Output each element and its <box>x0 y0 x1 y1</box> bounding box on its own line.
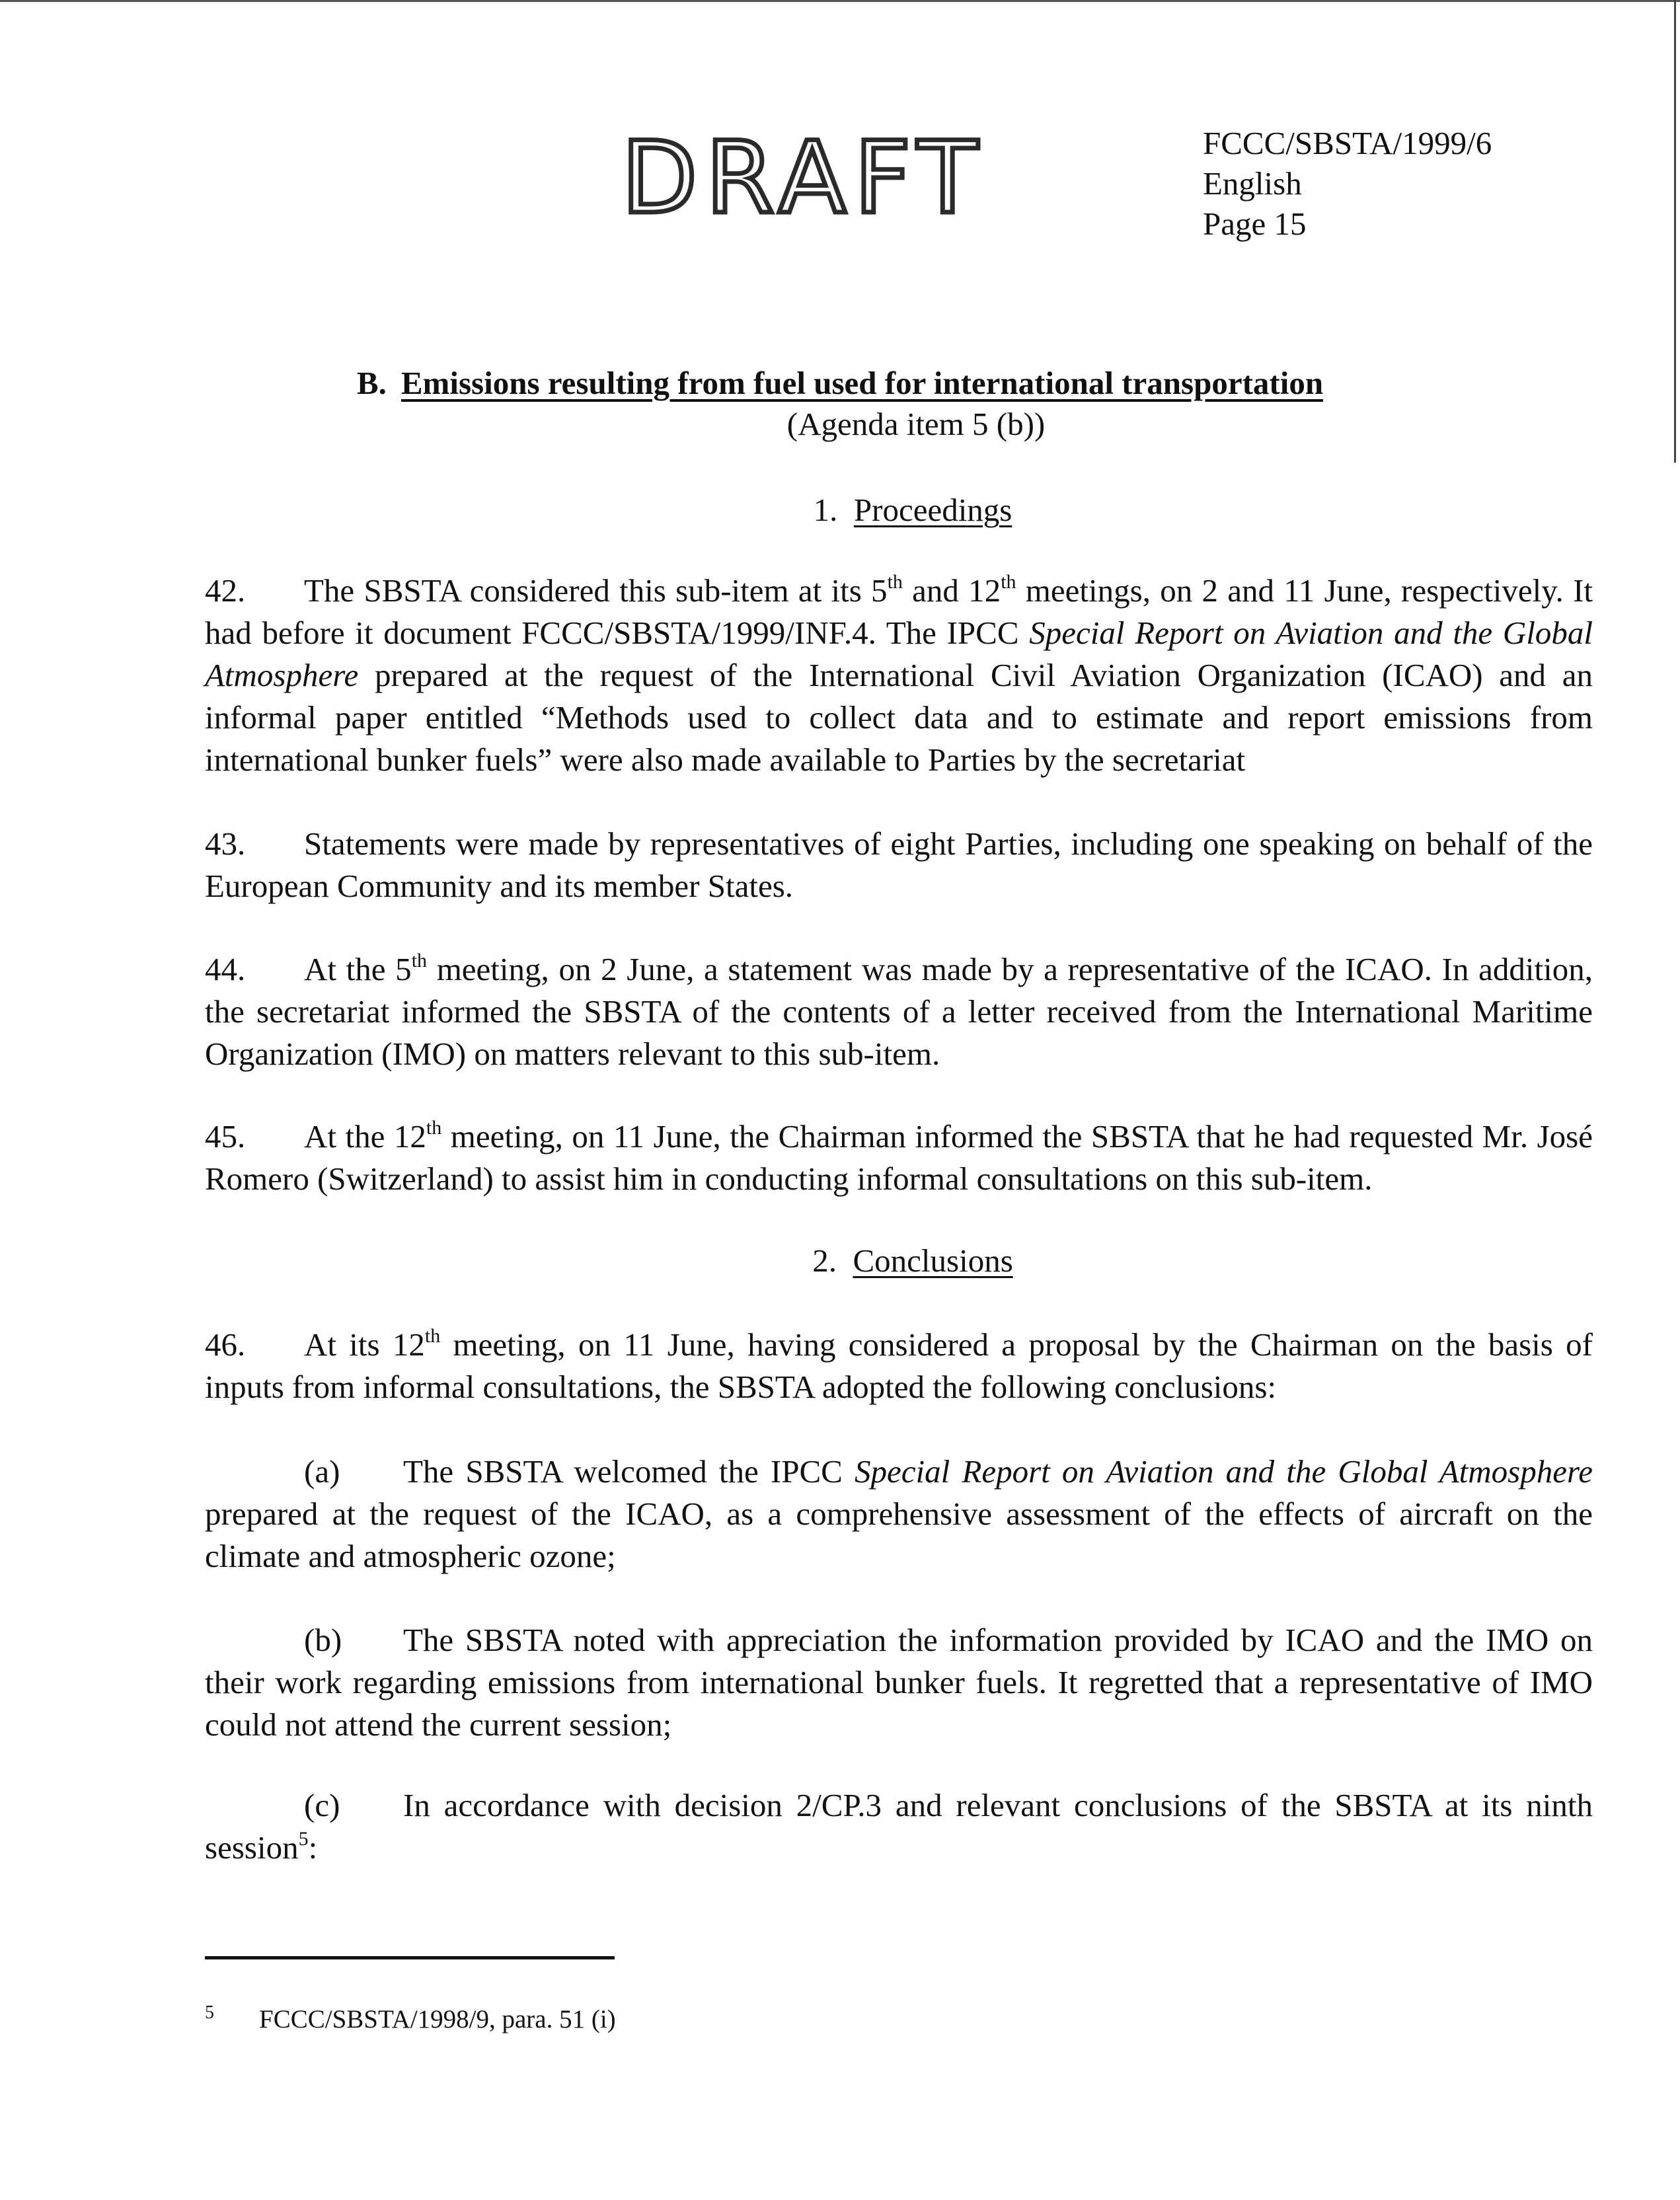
footnote-divider <box>205 1956 615 1959</box>
document-symbol: FCCC/SBSTA/1999/6 <box>1203 125 1492 161</box>
subparagraph-b <box>205 1619 1593 1746</box>
subparagraph-text: In accordance with decision 2/CP.3 and relevant conclusions of the SBSTA at its ninth session <box>205 1787 1593 1866</box>
subparagraph-label: (b) <box>304 1622 342 1658</box>
paragraph-text: The SBSTA considered this sub-item at its 5 <box>304 572 888 609</box>
section-heading <box>0 362 1680 404</box>
section-title: Emissions resulting from fuel used for international transportation <box>401 365 1324 401</box>
paragraph-text: meetings, on 2 and 11 June, respectively. It had before it document FCCC/SBSTA/1999/INF.4. The IPCC <box>205 572 1593 651</box>
paragraph-number: 45. <box>205 1118 246 1155</box>
paragraph-text: meeting, on 11 June, having considered a proposal by the Chairman on the basis of inputs from informal consultations, the SBSTA adopted the following conclusions: <box>205 1326 1593 1405</box>
superscript: th <box>1001 571 1016 593</box>
paragraph-text: At its 12 <box>304 1326 425 1363</box>
superscript: th <box>426 1117 442 1139</box>
subheading-text: Proceedings <box>853 492 1012 528</box>
footnote-reference[interactable]: 5 <box>298 1828 309 1850</box>
paragraph-text: At the 12 <box>304 1118 426 1155</box>
subparagraph-a <box>205 1451 1593 1577</box>
agenda-reference: (Agenda item 5 (b)) <box>786 406 1046 442</box>
section-letter: B. <box>356 365 387 401</box>
paragraph-text: prepared at the request of the International Civil Aviation Organization (ICAO) and an informal paper entitled “Methods used to collect data and to estimate and report emissions from international bunker fuels” were also made available to Parties by the secretariat <box>205 657 1593 778</box>
paragraph-number: 46. <box>205 1326 246 1363</box>
page-number: Page 15 <box>1203 206 1307 242</box>
draft-stamp: DRAFT <box>621 121 986 236</box>
paragraph-46 <box>205 1324 1593 1408</box>
subheading-conclusions <box>0 1240 1680 1282</box>
paragraph-number: 43. <box>205 825 246 862</box>
footnote-text: FCCC/SBSTA/1998/9, para. 51 (i) <box>259 2005 616 2033</box>
paragraph-number: 42. <box>205 572 246 609</box>
report-title: Special Report on Aviation and the Global Atmosphere <box>855 1453 1593 1490</box>
paragraph-44 <box>205 948 1593 1075</box>
paragraph-number: 44. <box>205 951 246 987</box>
paragraph-42 <box>205 570 1593 781</box>
superscript: th <box>887 571 903 593</box>
paragraph-45 <box>205 1116 1593 1200</box>
document-reference <box>1203 123 1492 244</box>
paragraph-text: meeting, on 2 June, a statement was made by a representative of the ICAO. In addition, the secretariat informed the SBSTA of the contents of a letter received from the International Maritime Organization (IMO) on matters relevant to this sub-item. <box>205 951 1593 1072</box>
subparagraph-label: (a) <box>304 1453 340 1490</box>
subparagraph-text: : <box>308 1829 318 1866</box>
paragraph-text: meeting, on 11 June, the Chairman informed the SBSTA that he had requested Mr. José Romero (Switzerland) to assist him in conducting informal consultations on this sub-item. <box>205 1118 1593 1197</box>
subparagraph-label: (c) <box>304 1787 340 1823</box>
scan-top-edge <box>0 0 1680 2</box>
paragraph-text: Statements were made by representatives of eight Parties, including one speaking on behalf of the European Community and its member States. <box>205 825 1593 904</box>
paragraph-text: and 12 <box>902 572 1001 609</box>
document-language: English <box>1203 165 1302 202</box>
superscript: th <box>411 950 428 971</box>
subheading-text: Conclusions <box>853 1242 1013 1279</box>
subheading-number: 1. <box>813 492 838 528</box>
subparagraph-text: The SBSTA noted with appreciation the information provided by ICAO and the IMO on their work regarding emissions from international bunker fuels. It regretted that a representative of IMO could not attend the current session; <box>205 1622 1593 1743</box>
subheading-proceedings <box>0 489 1680 531</box>
report-title: Special Report on Aviation and the Global Atmosphere <box>205 615 1593 693</box>
subparagraph-c <box>205 1784 1593 1869</box>
superscript: th <box>424 1325 441 1347</box>
subheading-number: 2. <box>812 1242 837 1279</box>
subparagraph-text: The SBSTA welcomed the IPCC <box>403 1453 855 1490</box>
paragraph-text: At the 5 <box>304 951 412 987</box>
paragraph-43 <box>205 823 1593 907</box>
subparagraph-text: prepared at the request of the ICAO, as a comprehensive assessment of the effects of aircraft on the climate and atmospheric ozone; <box>205 1496 1593 1574</box>
footnote: 5 FCCC/SBSTA/1998/9, para. 51 (i) <box>205 2002 616 2033</box>
